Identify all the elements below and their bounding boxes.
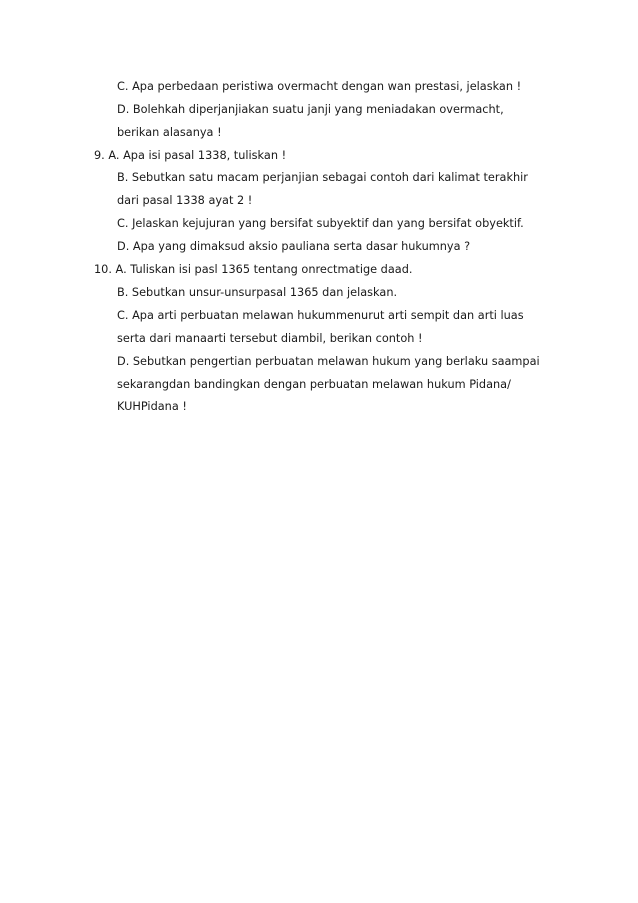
question-8d-line: D. Bolehkah diperjanjiakan suatu janji yang meniadakan overmacht, <box>117 103 504 116</box>
question-9b-continuation: dari pasal 1338 ayat 2 ! <box>117 194 253 207</box>
question-9d-line: D. Apa yang dimaksud aksio pauliana serta dasar hukumnya ? <box>117 240 471 253</box>
question-10d-line: D. Sebutkan pengertian perbuatan melawan hukum yang berlaku saampai <box>117 355 540 368</box>
question-8d-continuation: berikan alasanya ! <box>117 126 222 139</box>
question-9a-line: 9. A. Apa isi pasal 1338, tuliskan ! <box>94 149 287 162</box>
question-9c-line: C. Jelaskan kejujuran yang bersifat subyektif dan yang bersifat obyektif. <box>117 217 524 230</box>
question-10d-continuation-2: KUHPidana ! <box>117 400 187 413</box>
question-10d-continuation-1: sekarangdan bandingkan dengan perbuatan melawan hukum Pidana/ <box>117 378 511 391</box>
question-10c-line: C. Apa arti perbuatan melawan hukummenurut arti sempit dan arti luas <box>117 309 524 322</box>
question-9b-line: B. Sebutkan satu macam perjanjian sebagai contoh dari kalimat terakhir <box>117 171 528 184</box>
question-8c-line: C. Apa perbedaan peristiwa overmacht dengan wan prestasi, jelaskan ! <box>117 80 522 93</box>
question-10b-line: B. Sebutkan unsur-unsurpasal 1365 dan jelaskan. <box>117 286 398 299</box>
question-10c-continuation: serta dari manaarti tersebut diambil, berikan contoh ! <box>117 332 423 345</box>
question-10a-line: 10. A. Tuliskan isi pasl 1365 tentang onrectmatige daad. <box>94 263 413 276</box>
